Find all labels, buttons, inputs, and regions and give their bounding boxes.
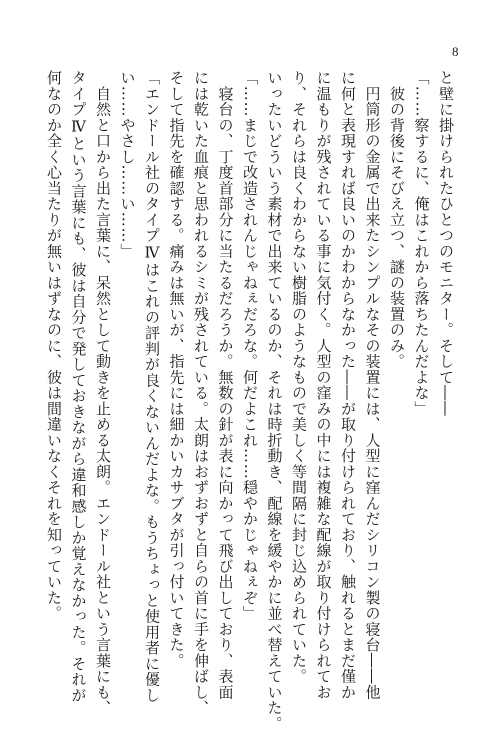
text-line-6: に温もりが残されている事に気付く。人型の窪みの中には複雑な配線が取り付けられてお (314, 70, 333, 700)
text-line-3: 彼の背後にそびえ立つ、謎の装置のみ。 (388, 70, 406, 370)
text-line-14: い……やさし……い……」 (118, 70, 137, 259)
text-line-5: に何と表現すれば良いのかわからなかった――が取り付けられており、触れるとまだ僅か (339, 70, 357, 700)
text-line-2: 「……察するに、俺はこれから落ちたんだよな」 (412, 70, 431, 417)
body-text (42, 70, 459, 732)
text-line-12: そして指先を確認する。痛みは無いが、指先には細かいカサブタが引っ付いてきた。 (167, 70, 186, 669)
page-number: 8 (452, 44, 459, 59)
text-line-9: 「……まじで改造されんじゃねぇだろな。何だよこれ……穏やかじゃねぇぞ」 (241, 70, 259, 622)
text-line-13: 「エンドール社のタイプⅣはこれの評判が良くないんだよな。もうちょっと使用者に優し (143, 70, 161, 703)
text-line-15: 自然と口から出た言葉に、呆然として動きを止める太朗。エンドール社という言葉にも、 (94, 70, 112, 716)
text-line-17: 何なのか全く心当たりが無いはずなのに、彼は間違いなくそれを知っていた。 (45, 70, 63, 622)
text-line-8: いったいどういう素材で出来ているのか、それは時折動き、配線を緩やかに並べ替えていた。 (265, 70, 284, 732)
text-line-7: り、それらは良くわからない樹脂のようなもので美しく等間隔に封じ込められていた。 (290, 70, 308, 685)
text-line-16: タイプⅣという言葉にも、彼は自分で発しておきながら違和感しか覚えなかった。それが (69, 70, 88, 703)
text-line-1: と壁に掛けられたひとつのモニター。そして―― (437, 70, 455, 417)
text-line-4: 円筒形の金属で出来たシンプルなその装置には、人型に窪んだシリコン製の寝台――他 (363, 70, 382, 700)
text-line-10: 寝台の、丁度首部分に当たるだろうか。無数の針が表に向かって飛び出しており、表面 (216, 70, 235, 700)
text-line-11: には乾いた血痕と思われるシミが残されている。太朗はおずおずと自らの首に手を伸ばし、 (192, 70, 210, 716)
